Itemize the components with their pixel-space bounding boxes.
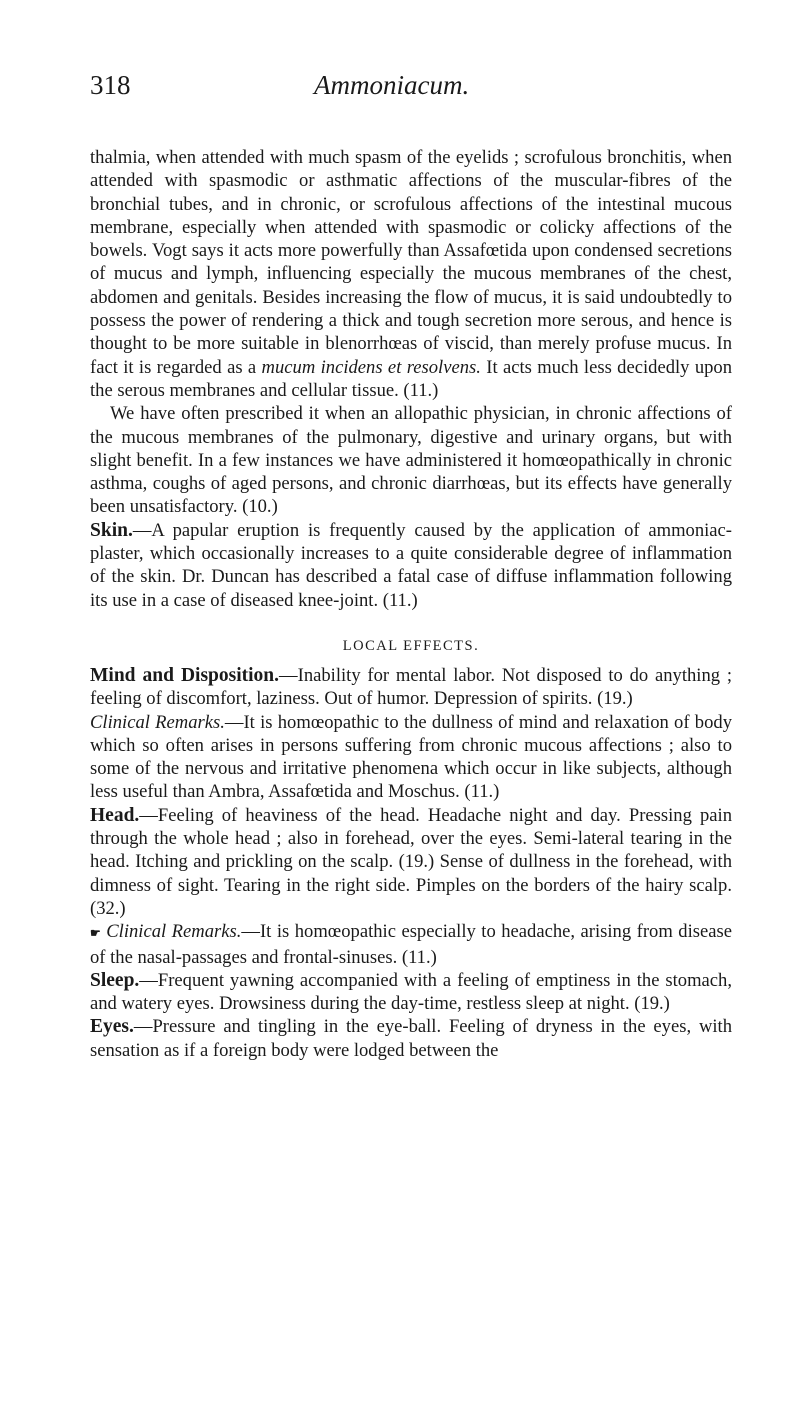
page-number: 318 <box>90 70 131 100</box>
latin-phrase: mucum incidens et resolvens. <box>261 356 481 378</box>
paragraph-head-clinical <box>90 920 732 969</box>
paragraph-text: —It is homœopathic especially to headache, arising from disease of the nasal-passages and frontal-sinuses. (11.) <box>90 921 732 968</box>
paragraph-text: —A papular eruption is frequently caused by the application of ammoniac-plaster, which occasionally increases to a quite considerable degree of inflammation of the skin. Dr. Duncan has described a fatal case of diffuse inflammation following its use in a case of diseased knee-joint. (11.) <box>90 519 732 611</box>
section-eyes-heading: Eyes. <box>90 1016 134 1038</box>
paragraph-skin <box>90 519 732 612</box>
clinical-remarks-heading: Clinical Remarks. <box>90 711 225 733</box>
paragraph-head <box>90 804 732 920</box>
running-title: Ammoniacum. <box>314 70 470 100</box>
paragraph-mind-clinical <box>90 711 732 804</box>
paragraph-text: —It is homœopathic to the dullness of mind and relaxation of body which so often arises in persons suffering from chronic mucous affections ; also to some of the nervous and irritative phenomena which occur in like subjects, although less useful than Ambra, Assafœtida and Moschus. (11.) <box>90 711 732 803</box>
paragraph-eyes <box>90 1015 732 1062</box>
local-effects-heading: LOCAL EFFECTS. <box>342 637 480 654</box>
section-skin-heading: Skin. <box>90 519 133 541</box>
paragraph-continuation <box>90 146 732 402</box>
pointing-hand-icon: ☛ <box>90 926 101 941</box>
paragraph-text: —Inability for mental labor. Not disposed to do anything ; feeling of discomfort, laziness. Out of humor. Depression of spirits. (19.) <box>90 664 733 710</box>
paragraph-text: —Pressure and tingling in the eye-ball. Feeling of dryness in the eyes, with sensation as if a foreign body were lodged between the <box>90 1016 732 1061</box>
page-body <box>90 146 732 1062</box>
paragraph-text: We have often prescribed it when an allopathic physician, in chronic affections of the mucous membranes of the pulmonary, digestive and urinary organs, but with slight benefit. In a few instances we have administered it homœopathically in chronic asthma, coughs of aged persons, and chronic diarrhœas, but its effects have generally been unsatisfactory. (10.) <box>90 403 732 518</box>
paragraph-text: —Feeling of heaviness of the head. Headache night and day. Pressing pain through the whole head ; also in forehead, over the eyes. Semi-lateral tearing in the head. Itching and prickling on the scalp. (19.) Sense of dullness in the forehead, with dimness of sight. Tearing in the right side. Pimples on the borders of the hairy scalp. (32.) <box>90 804 732 919</box>
paragraph-text: —Frequent yawning accompanied with a feeling of emptiness in the stomach, and watery eyes. Drowsiness during the day-time, restless sleep at night. (19.) <box>90 969 732 1015</box>
paragraph-author-note <box>90 402 732 518</box>
paragraph-text: It acts much less decidedly upon the serous membranes and cellular tissue. (11.) <box>90 356 733 401</box>
section-head-heading: Head. <box>90 804 140 826</box>
page-header <box>90 70 730 110</box>
clinical-remarks-heading: Clinical Remarks. <box>106 921 242 943</box>
section-sleep-heading: Sleep. <box>90 969 140 991</box>
paragraph-text: thalmia, when attended with much spasm of the eyelids ; scrofulous bronchitis, when attended with spasmodic or asthmatic affections of the muscular-fibres of the bronchial tubes, and in chronic, or scrofulous affections of the intestinal mucous membrane, especially when attended with spasmodic or colicky affections of the bowels. Vogt says it acts more powerfully than Assafœtida upon condensed secretions of mucus and lymph, influencing especially the mucous membranes of the chest, abdomen and genitals. Besides increasing the flow of mucus, it is said undoubtedly to possess the power of rendering a thick and tough secretion more serous, and hence is thought to be more suitable in blenorrhœas of viscid, than merely profuse mucus. In fact it is regarded as a <box>90 147 732 378</box>
paragraph-mind <box>90 664 732 711</box>
paragraph-sleep <box>90 969 732 1016</box>
section-mind-heading: Mind and Disposition. <box>90 664 280 686</box>
